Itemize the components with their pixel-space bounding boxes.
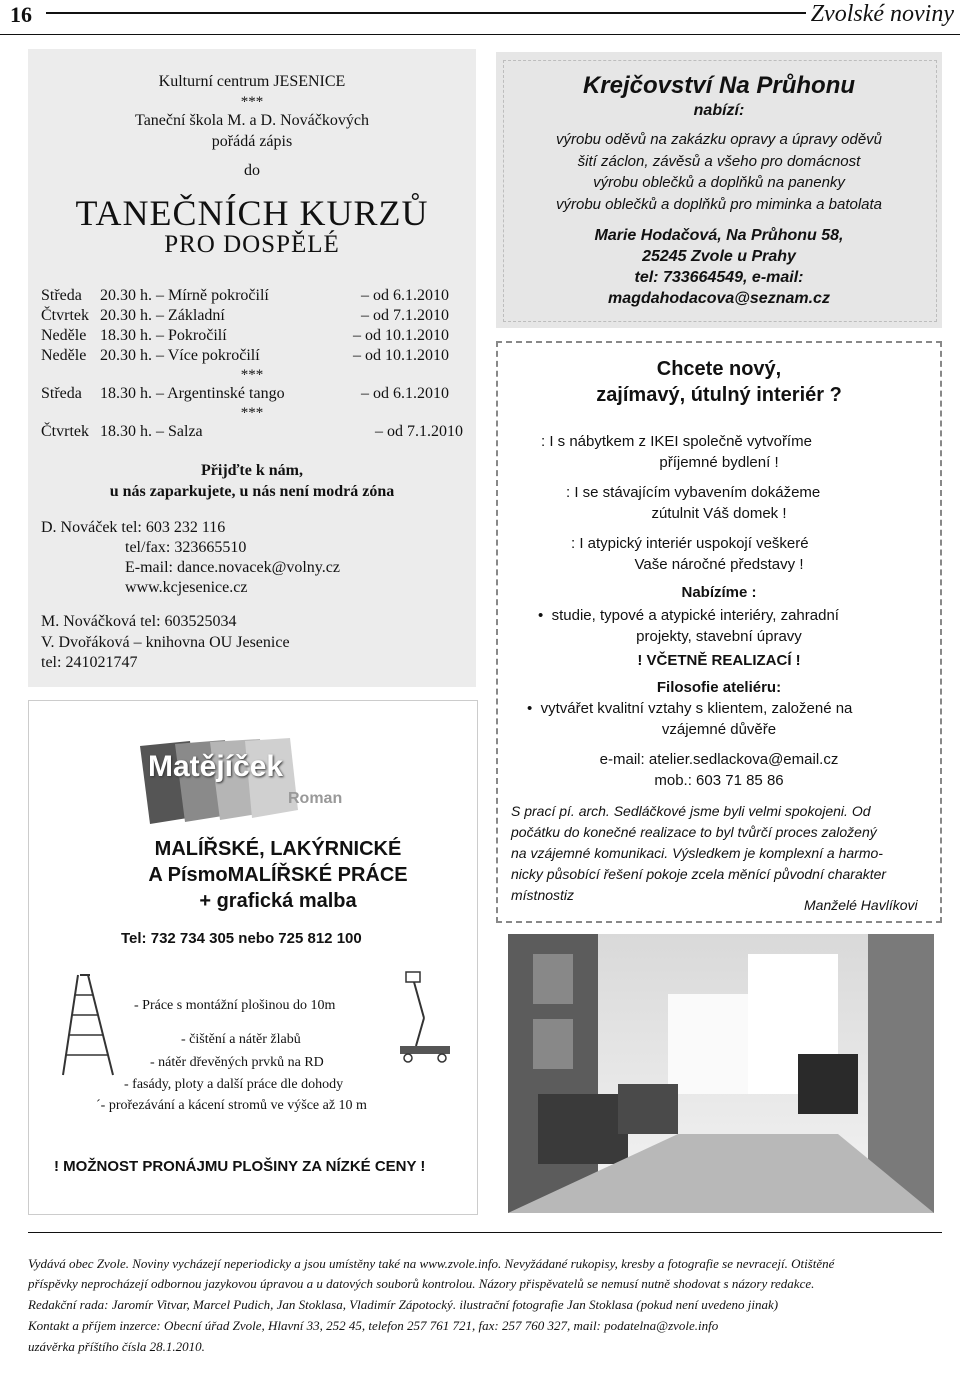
footer-line: Redakční rada: Jaromír Vitvar, Marcel Pudich, Jan Stoklasa, Vladimír Zápotocký. ilustrační fotografie Jan Stoklasa (pokud není uvedeno jinak) (28, 1297, 779, 1312)
contact-email: E-mail: dance.novacek@volny.cz (125, 559, 340, 576)
painter-head-2: A PísmoMALÍŘSKÉ PRÁCE (148, 864, 408, 886)
schedule-row: Čtvrtek (41, 423, 89, 440)
schedule-time: 20.30 h. – Základní (100, 307, 225, 324)
offer-bullet: • studie, typové a atypické interiéry, zahradní (538, 607, 839, 624)
interior-point: : I s nábytkem z IKEI společně vytvoříme (541, 433, 812, 450)
schedule-from: – od 6.1.2010 (361, 287, 449, 304)
interior-email: e-mail: atelier.sedlackova@email.cz (599, 751, 839, 768)
painter-tel: Tel: 732 734 305 nebo 725 812 100 (121, 930, 362, 947)
dance-do: do (244, 162, 260, 179)
stars-divider: *** (240, 94, 264, 110)
tailor-contact: tel: 733664549, e-mail: (634, 269, 804, 286)
painter-head-1: MALÍŘSKÉ, LAKÝRNICKÉ (154, 838, 402, 860)
tailor-email: magdahodacova@seznam.cz (608, 290, 830, 307)
schedule-row: Neděle (41, 327, 87, 344)
testimonial-line: S prací pí. arch. Sedláčkové jsme byli velmi spokojeni. Od (511, 803, 871, 819)
schedule-time: 18.30 h. – Argentinské tango (100, 385, 285, 402)
schedule-time: 20.30 h. – Více pokročilí (100, 347, 260, 364)
interior-point: zútulnit Váš domek ! (651, 505, 787, 522)
stars-divider: *** (240, 367, 264, 383)
tailor-line: šití záclon, závěsů a všeho pro domácnost (577, 153, 861, 170)
footer-line: uzávěrka příštího čísla 28.1.2010. (28, 1339, 205, 1354)
tailor-contact: 25245 Zvole u Prahy (642, 248, 796, 265)
service-item: - čištění a nátěr žlabů (181, 1032, 301, 1047)
offer-realization: ! VČETNĚ REALIZACÍ ! (637, 652, 801, 669)
contact-web: www.kcjesenice.cz (125, 579, 248, 596)
logo-name: Matějíček (148, 750, 284, 783)
dance-course-ad (28, 49, 476, 687)
testimonial-line: na vzájemné komunikaci. Výsledkem je komplexní a harmo- (511, 845, 883, 861)
page-number: 16 (10, 2, 32, 27)
offer-bullet-cont: projekty, stavební úpravy (636, 628, 802, 645)
tailor-line: výrobu oblečků a doplňků pro miminka a batolata (555, 196, 883, 213)
testimonial-line: počátku do konečné realizace to byl tvůrčí proces založený (511, 824, 877, 840)
schedule-time: 18.30 h. – Salza (100, 423, 203, 440)
contact-line: tel/fax: 323665510 (125, 539, 247, 556)
invite-line-2: u nás zaparkujete, u nás není modrá zóna (109, 483, 395, 500)
interior-photo (508, 934, 934, 1213)
tailor-line: výrobu oblečků a doplňků na panenky (593, 174, 845, 191)
dance-subtitle: PRO DOSPĚLÉ (164, 231, 340, 258)
header-underline (0, 34, 960, 35)
schedule-from: – od 7.1.2010 (375, 423, 463, 440)
dance-title: TANEČNÍCH KURZŮ (75, 193, 429, 233)
contact-line: tel: 241021747 (41, 654, 138, 671)
schedule-from: – od 10.1.2010 (353, 347, 449, 364)
contact-line: M. Nováčková tel: 603525034 (41, 613, 237, 630)
ladder-icon (58, 970, 118, 1080)
testimonial-line: místnostiz (511, 887, 575, 903)
interior-point: příjemné bydlení ! (659, 454, 779, 471)
painter-head-3: + grafická malba (199, 890, 357, 912)
service-item: - Práce s montážní plošinou do 10m (134, 998, 336, 1013)
rental-notice: ! MOŽNOST PRONÁJMU PLOŠINY ZA NÍZKÉ CENY ! (54, 1158, 426, 1175)
schedule-from: – od 10.1.2010 (353, 327, 449, 344)
interior-point: Vaše náročné představy ! (634, 556, 804, 573)
schedule-time: 18.30 h. – Pokročilí (100, 327, 227, 344)
footer-line: Kontakt a příjem inzerce: Obecní úřad Zvole, Hlavní 33, 252 45, telefon 257 761 721, fax: 257 760 327, mail: podatelna@zvole.info (28, 1318, 719, 1333)
tailor-line: výrobu oděvů na zakázku opravy a úpravy oděvů (555, 131, 883, 148)
tailor-contact: Marie Hodačová, Na Průhonu 58, (594, 227, 844, 244)
philosophy-heading: Filosofie ateliéru: (656, 679, 782, 696)
dance-venue: Kulturní centrum JESENICE (158, 73, 346, 90)
testimonial-signature: Manželé Havlíkovi (804, 897, 918, 913)
newspaper-title: Zvolské noviny (810, 1, 954, 27)
schedule-row: Středa (41, 385, 82, 402)
interior-head-1: Chcete nový, (656, 358, 782, 380)
matejicek-logo (130, 736, 370, 828)
schedule-from: – od 7.1.2010 (361, 307, 449, 324)
interior-mobile: mob.: 603 71 85 86 (654, 772, 784, 789)
schedule-row: Čtvrtek (41, 307, 89, 324)
contact-line: V. Dvořáková – knihovna OU Jesenice (41, 634, 290, 651)
philosophy-cont: vzájemné důvěře (661, 721, 777, 738)
logo-sub: Roman (288, 790, 343, 807)
schedule-row: Středa (41, 287, 82, 304)
footer-rule (28, 1232, 942, 1233)
tailor-title: Krejčovství Na Průhonu (582, 72, 856, 99)
invite-line-1: Přijďte k nám, (201, 462, 303, 479)
interior-point: : I atypický interiér uspokojí veškeré (571, 535, 809, 552)
interior-point: : I se stávajícím vybavením dokážeme (566, 484, 821, 501)
offer-heading: Nabízíme : (681, 584, 757, 601)
schedule-row: Neděle (41, 347, 87, 364)
footer-line: příspěvky neprocházejí odbornou jazykovou úpravou a u datových souborů kontrolou. Názory přispěvatelů se nemusí nutně shodovat s názory redakce. (28, 1276, 815, 1291)
footer-line: Vydává obec Zvole. Noviny vycházejí neperiodicky a jsou umístěny také na www.zvole.info. Nevyžádané rukopisy, kresby a fotografie se nevracejí. Otištěné (28, 1256, 835, 1271)
header-rule (46, 12, 806, 14)
testimonial-line: nicky působící řešení pokoje zcela měnící původní charakter (511, 866, 887, 882)
dance-school: Taneční škola M. a D. Nováčkových (135, 112, 369, 129)
schedule-time: 20.30 h. – Mírně pokročilí (100, 287, 269, 304)
tailor-offers: nabízí: (693, 102, 745, 119)
service-item: ´- prořezávání a kácení stromů ve výšce až 10 m (96, 1098, 367, 1113)
stars-divider: *** (240, 405, 264, 421)
service-item: - fasády, ploty a další práce dle dohody (124, 1077, 344, 1092)
lift-platform-icon (392, 968, 462, 1068)
philosophy-bullet: • vytvářet kvalitní vztahy s klientem, založené na (527, 700, 853, 717)
contact-line: D. Nováček tel: 603 232 116 (41, 519, 226, 536)
interior-head-2: zajímavý, útulný interiér ? (596, 384, 842, 406)
service-item: - nátěr dřevěných prvků na RD (150, 1055, 324, 1070)
dance-enrol: pořádá zápis (211, 133, 293, 150)
schedule-from: – od 6.1.2010 (361, 385, 449, 402)
